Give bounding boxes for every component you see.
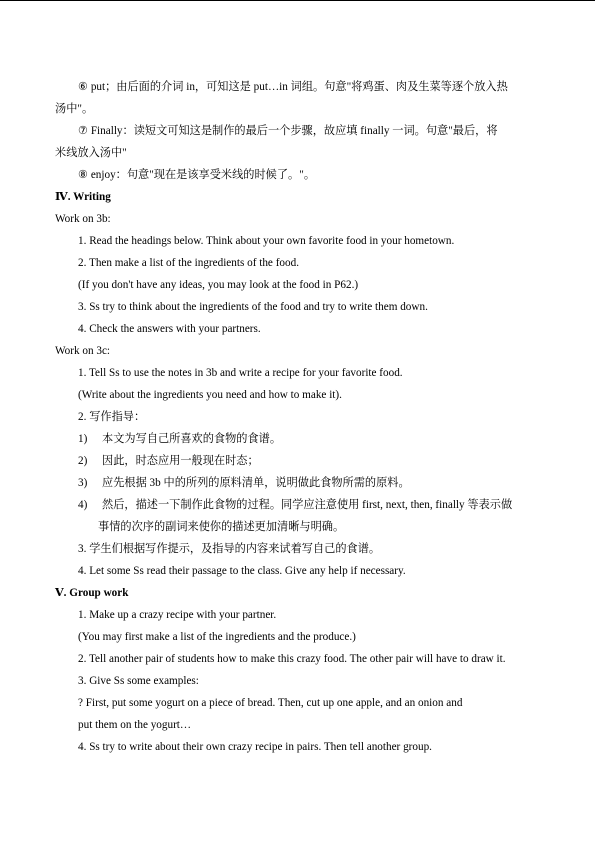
note-7-line-1: ⑦ Finally：读短文可知这是制作的最后一个步骤，故应填 finally 一词。句意"最后，将 [78,125,498,137]
step-3c-3: 3. 学生们根据写作提示，及指导的内容来试着写自己的食谱。 [78,543,381,555]
top-border-line [0,0,595,1]
step-3c-1: 1. Tell Ss to use the notes in 3b and write a recipe for your favorite food. [78,367,403,379]
guide-item-2 [55,450,545,472]
group-work-heading: Ⅴ. Group work [55,587,129,599]
guide-item-4 [55,494,545,516]
guide-item-4-continuation: 事情的次序的副词来使你的描述更加清晰与明确。 [98,521,345,533]
guide-item-text: 然后，描述一下制作此食物的过程。同学应注意使用 first, next, then, finally 等表示做 [102,499,513,511]
guide-item-number: 1) [78,433,88,445]
group-step-2: 2. Tell another pair of students how to make this crazy food. The other pair will have to draw it. [78,653,506,665]
guide-item-text: 应先根据 3b 中的所列的原料清单，说明做此食物所需的原料。 [102,477,410,489]
example-line-1: ? First, put some yogurt on a piece of bread. Then, cut up one apple, and an onion and [78,697,463,709]
step-3b-3: 3. Ss try to think about the ingredients of the food and try to write them down. [78,301,428,313]
step-3c-1-note: (Write about the ingredients you need and how to make it). [78,389,342,401]
step-3b-2: 2. Then make a list of the ingredients of the food. [78,257,300,269]
guide-item-text: 因此，时态应用一般现在时态； [102,455,259,467]
writing-heading: Ⅳ. Writing [55,191,111,203]
group-step-4: 4. Ss try to write about their own crazy recipe in pairs. Then tell another group. [78,741,432,753]
guide-item-3 [55,472,545,494]
step-3c-4: 4. Let some Ss read their passage to the class. Give any help if necessary. [78,565,406,577]
note-8: ⑧ enjoy：句意"现在是该享受米线的时候了。"。 [78,169,316,181]
guide-item-number: 3) [78,477,88,489]
example-line-2: put them on the yogurt… [78,719,192,731]
guide-item-text: 本文为写自己所喜欢的食物的食谱。 [102,433,282,445]
document-body [55,76,545,758]
guide-item-1 [55,428,545,450]
group-step-1-note: (You may first make a list of the ingredients and the produce.) [78,631,356,643]
work-on-3b-label: Work on 3b: [55,213,111,225]
guide-item-number: 4) [78,499,88,511]
step-3b-2-note: (If you don't have any ideas, you may look at the food in P62.) [78,279,359,291]
group-step-3: 3. Give Ss some examples: [78,675,199,687]
note-7-line-2: 米线放入汤中" [55,147,127,159]
note-6-line-2: 汤中"。 [55,103,94,115]
note-6-line-1: ⑥ put；由后面的介词 in，可知这是 put…in 词组。句意"将鸡蛋、肉及生菜等逐个放入热 [78,81,508,93]
step-3b-1: 1. Read the headings below. Think about your own favorite food in your hometown. [78,235,455,247]
step-3b-4: 4. Check the answers with your partners. [78,323,261,335]
work-on-3c-label: Work on 3c: [55,345,111,357]
group-step-1: 1. Make up a crazy recipe with your partner. [78,609,277,621]
step-3c-2: 2. 写作指导： [78,411,146,423]
guide-item-number: 2) [78,455,88,467]
